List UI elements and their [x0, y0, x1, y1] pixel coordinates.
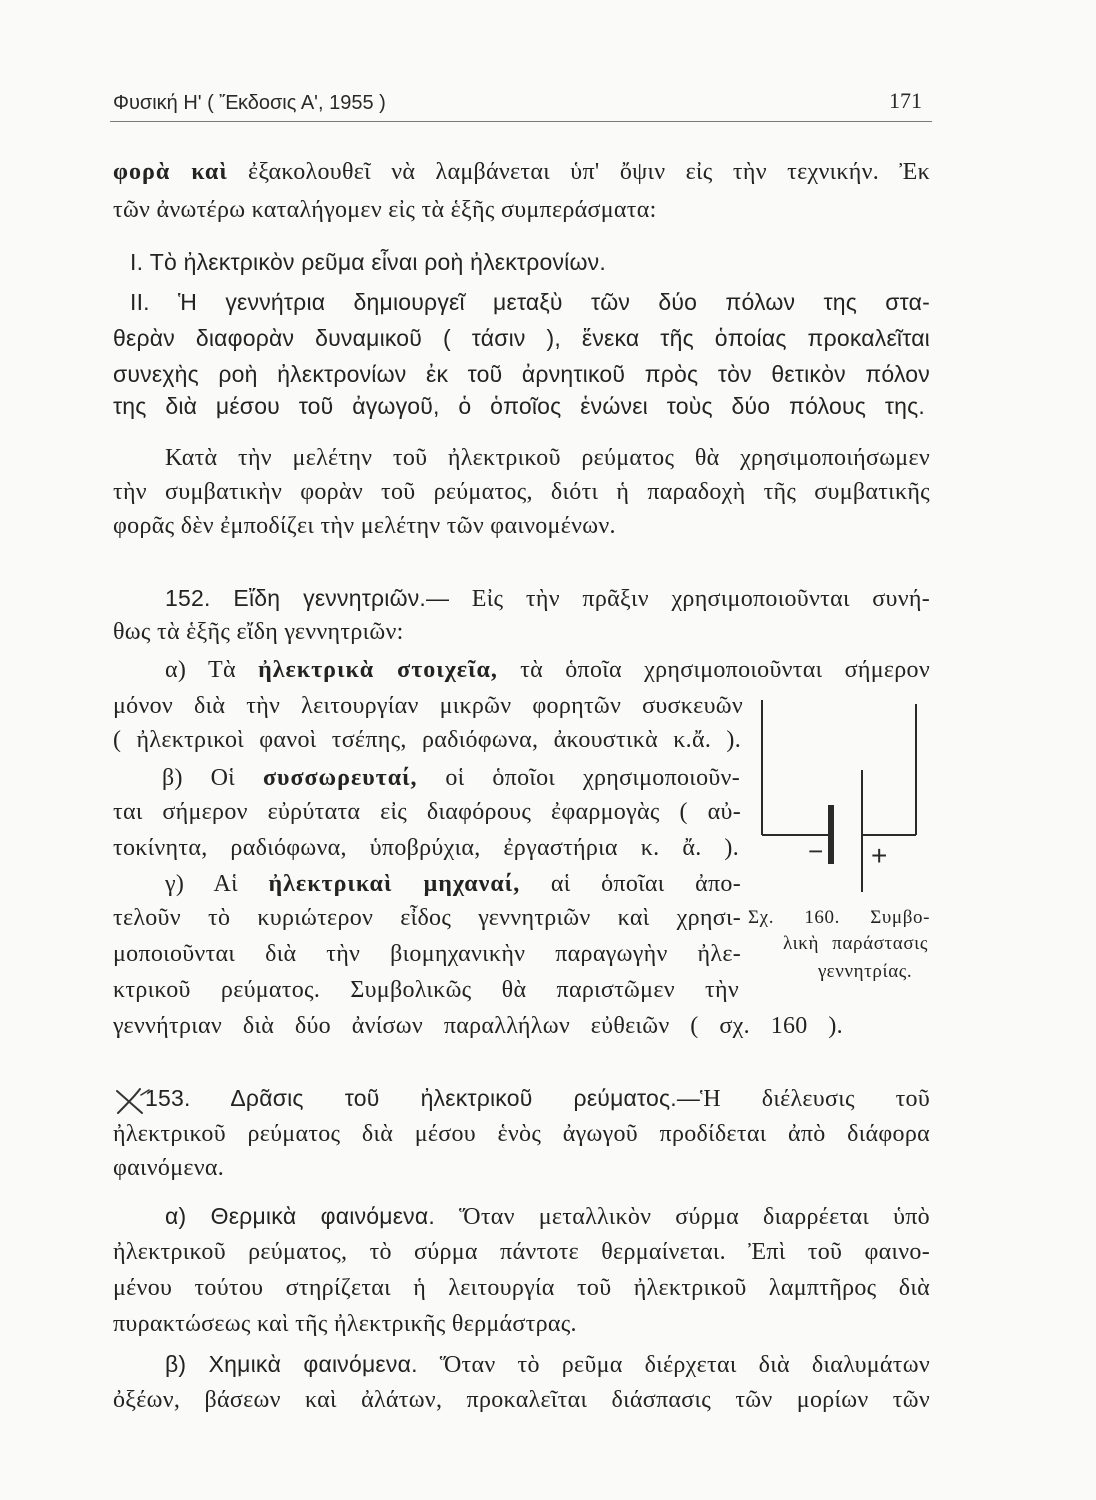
intro-line	[113, 194, 930, 226]
section-153-text: ἠλεκτρικοῦ ρεύματος διὰ μέσου ἑνὸς ἀγωγοῦ προδίδεται ἀπὸ διάφορα	[113, 1121, 930, 1147]
minus-label: −	[808, 836, 824, 866]
running-title: Φυσική Η' ( Ἔκδοσις Α', 1955 )	[113, 92, 386, 114]
intro-bold-words: φορὰ καὶ	[113, 159, 228, 185]
convention-line: τὴν συμβατικὴν φορὰν τοῦ ρεύματος, διότι ἡ παραδοχὴ τῆς συμβατικῆς	[113, 479, 930, 505]
item-b-marker: β) Οἱ	[162, 765, 236, 791]
item-c-line: κτρικοῦ ρεύματος. Συμβολικῶς θὰ παριστῶμεν τὴν	[113, 977, 739, 1003]
item-a-line: ( ἠλεκτρικοὶ φανοὶ τσέπης, ραδιόφωνα, ἀκουστικὰ κ.ἄ. ).	[113, 727, 741, 753]
figure-caption-line: λικὴ παράστασις	[783, 933, 928, 954]
item-b-line: ται σήμερον εὐρύτατα εἰς διαφόρους ἐφαρμογὰς ( αὐ-	[113, 799, 741, 825]
section-152-text: θως τὰ ἑξῆς εἴδη γεννητριῶν:	[113, 619, 404, 645]
chemical-effects-line: ὀξέων, βάσεων καὶ ἀλάτων, προκαλεῖται διάσπασις τῶν μορίων τῶν	[113, 1387, 930, 1413]
section-152-text: Εἰς τὴν πρᾶξιν χρησιμοποιοῦνται συνή-	[449, 586, 930, 612]
conclusion-ii-line: II. Ἡ γεννήτρια δημιουργεῖ μεταξὺ τῶν δύο πόλων της στα-	[130, 289, 930, 315]
convention-line: φορᾶς δὲν ἐμποδίζει τὴν μελέτην τῶν φαινομένων.	[113, 513, 616, 539]
conclusion-i: I. Τὸ ἠλεκτρικὸν ρεῦμα εἶναι ροὴ ἠλεκτρονίων.	[130, 249, 606, 275]
intro-text: τῶν ἀνωτέρω καταλήγομεν εἰς τὰ ἑξῆς συμπεράσματα:	[113, 197, 657, 223]
figure-160-generator-symbol	[740, 688, 930, 903]
conclusion-ii-line: της διὰ μέσου τοῦ ἀγωγοῦ, ὁ ὁποῖος ἑνώνει τοὺς δύο πόλους της.	[113, 393, 925, 419]
conclusion-ii-line: θερὰν διαφορὰν δυναμικοῦ ( τάσιν ), ἕνεκα τῆς ὁποίας προκαλεῖται	[113, 325, 930, 351]
figure-caption-line: γεννητρίας.	[818, 961, 913, 982]
thermal-effects-line: ἠλεκτρικοῦ ρεύματος, τὸ σύρμα πάντοτε θερμαίνεται. Ἐπὶ τοῦ φαινο-	[113, 1239, 930, 1265]
thermal-effects-line: πυρακτώσεως καὶ τῆς ἠλεκτρικῆς θερμάστρας.	[113, 1311, 577, 1337]
page-number: 171	[889, 88, 922, 113]
intro-text: ἐξακολουθεῖ νὰ λαμβάνεται ὑπ' ὄψιν εἰς τὴν τεχνικήν. Ἐκ	[227, 159, 930, 185]
item-a-line: μόνον διὰ τὴν λειτουργίαν μικρῶν φορητῶν συσκευῶν	[113, 693, 743, 719]
item-b-term: συσσωρευταί,	[262, 765, 418, 791]
thermal-effects-text: Ὅταν μεταλλικὸν σύρμα διαρρέεται ὑπὸ	[434, 1204, 930, 1230]
item-c-line: τελοῦν τὸ κυριώτερον εἶδος γεννητριῶν καὶ χρησι-	[113, 905, 741, 931]
item-b-line	[162, 762, 740, 794]
section-153-heading: 153. Δρᾶσις τοῦ ἠλεκτρικοῦ ρεύματος.—	[145, 1085, 701, 1111]
conclusion-ii-line: συνεχὴς ροὴ ἠλεκτρονίων ἐκ τοῦ ἀρνητικοῦ πρὸς τὸν θετικὸν πόλον	[113, 361, 930, 387]
section-153-text: φαινόμενα.	[113, 1155, 225, 1181]
item-b-text: οἱ ὁποῖοι χρησιμοποιοῦν-	[417, 765, 740, 791]
intro-line	[113, 156, 930, 188]
item-c-line	[165, 868, 741, 900]
item-a-text: τὰ ὁποῖα χρησιμοποιοῦνται σήμερον	[497, 657, 930, 683]
section-152-heading: 152. Εἴδη γεννητριῶν.—	[165, 585, 450, 611]
chemical-effects-title: β) Χημικὰ φαινόμενα.	[165, 1351, 418, 1377]
section-153-text: Ἡ διέλευσις τοῦ	[700, 1086, 930, 1112]
thermal-effects-title: α) Θερμικὰ φαινόμενα.	[165, 1203, 435, 1229]
item-c-line: γεννήτριαν διὰ δύο ἀνίσων παραλλήλων εὐθειῶν ( σχ. 160 ).	[113, 1013, 843, 1039]
item-c-term: ἠλεκτρικαὶ μηχαναί,	[268, 871, 521, 897]
item-b-line: τοκίνητα, ραδιόφωνα, ὑποβρύχια, ἐργαστήρια κ. ἄ. ).	[113, 835, 739, 861]
item-a-marker: α) Τὰ	[165, 657, 236, 683]
item-c-text: αἱ ὁποῖαι ἀπο-	[520, 871, 741, 897]
convention-line: Κατὰ τὴν μελέτην τοῦ ἠλεκτρικοῦ ρεύματος θὰ χρησιμοποιήσωμεν	[165, 445, 930, 471]
header-rule	[110, 121, 932, 122]
figure-caption-line: Σχ. 160. Συμβο-	[748, 907, 930, 928]
item-c-marker: γ) Αἱ	[165, 871, 238, 897]
chemical-effects-line	[165, 1348, 930, 1380]
thermal-effects-line	[165, 1200, 930, 1232]
chemical-effects-text: Ὅταν τὸ ρεῦμα διέρχεται διὰ διαλυμάτων	[417, 1352, 930, 1378]
item-a-term: ἠλεκτρικὰ στοιχεῖα,	[258, 657, 498, 683]
plus-label: +	[871, 840, 888, 871]
thermal-effects-line: μένου τούτου στηρίζεται ἡ λειτουργία τοῦ ἠλεκτρικοῦ λαμπτῆρος διὰ	[113, 1275, 930, 1301]
item-c-line: μοποιοῦνται διὰ τὴν βιομηχανικὴν παραγωγὴν ἠλε-	[113, 941, 741, 967]
item-a-line	[165, 654, 930, 686]
section-152-heading-line	[165, 582, 930, 614]
section-153-heading-line	[145, 1082, 930, 1114]
